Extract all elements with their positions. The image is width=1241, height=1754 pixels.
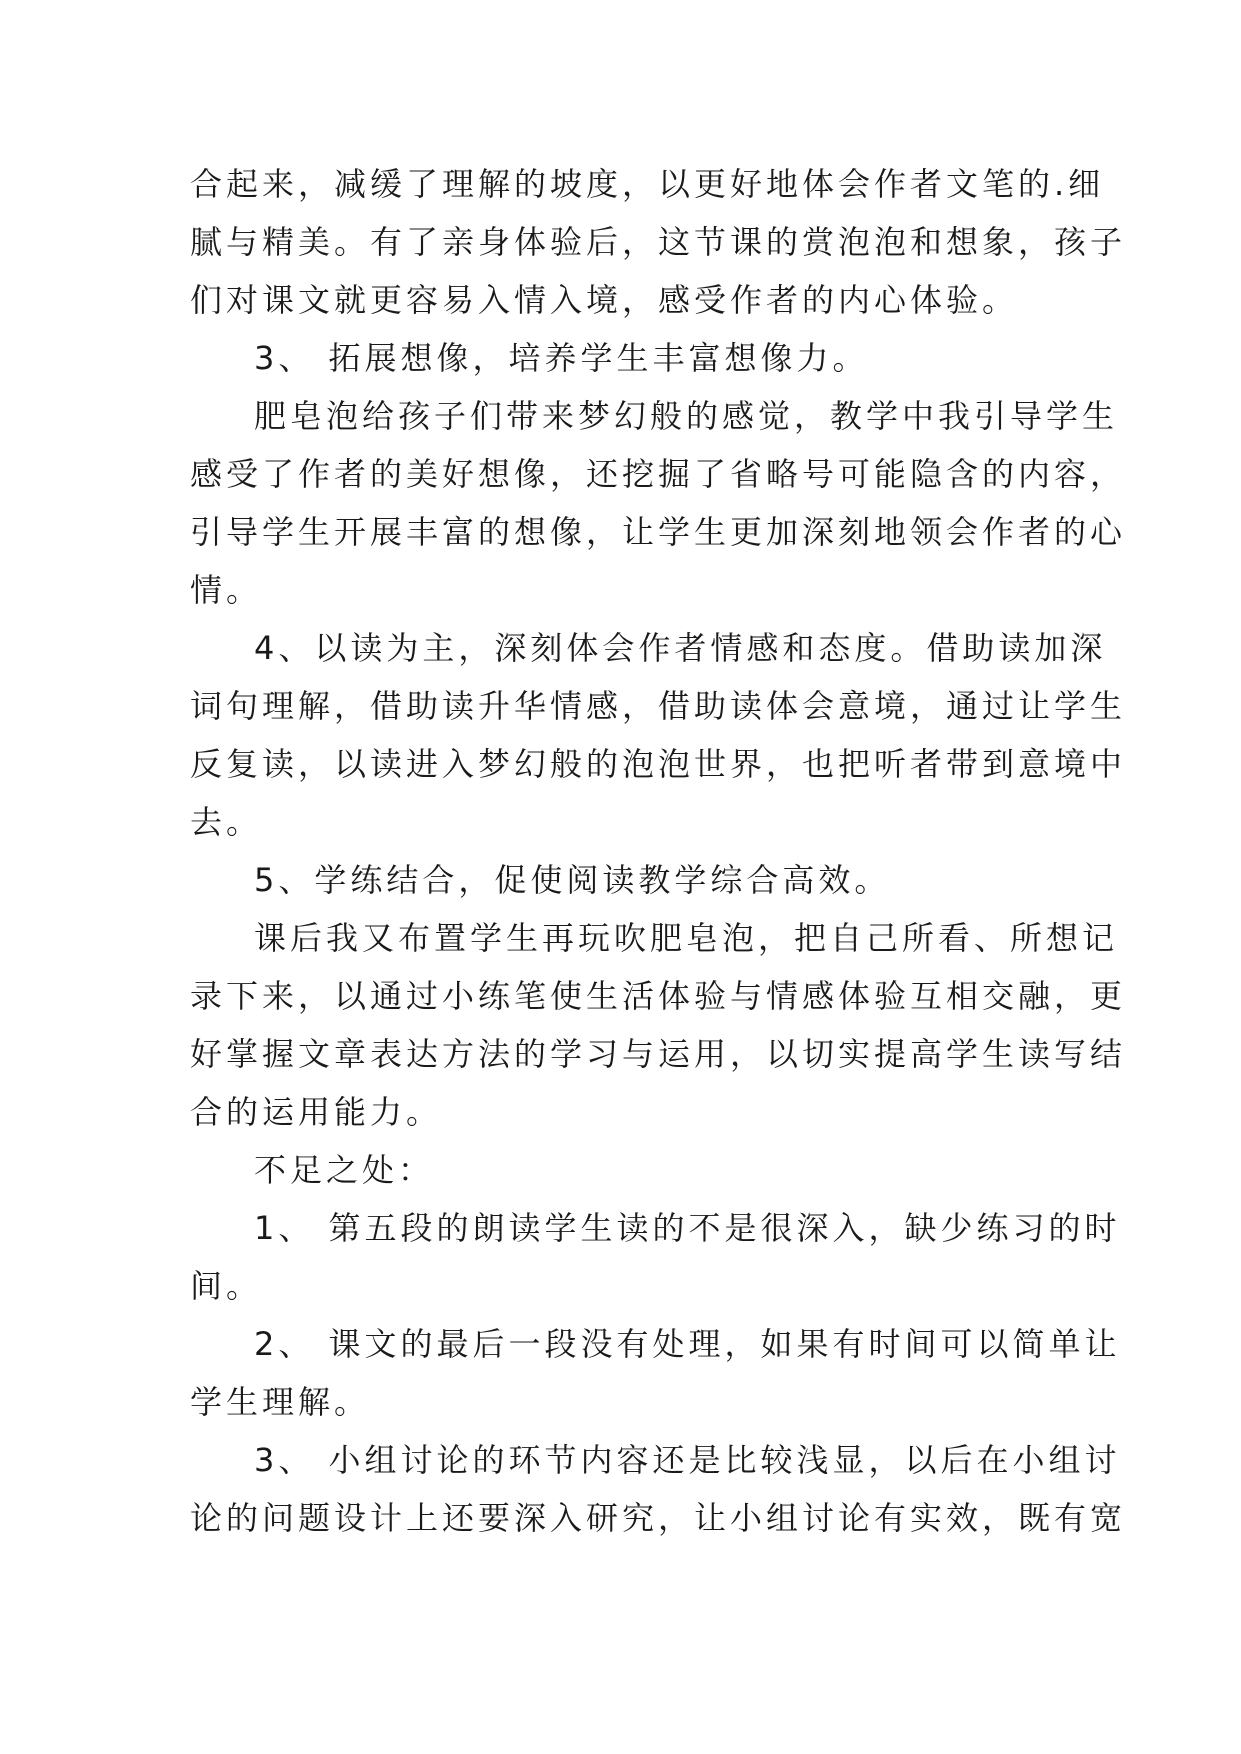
text-line: 们对课文就更容易入情入境，感受作者的内心体验。 [190, 281, 1019, 319]
text-line: 去。 [190, 803, 263, 841]
text-line: 引导学生开展丰富的想像，让学生更加深刻地领会作者的心 [190, 513, 1127, 551]
section-heading-line: 4、以读为主，深刻体会作者情感和态度。借助读加深 [254, 629, 1107, 667]
text-line: 间。 [190, 1267, 263, 1305]
paragraph-start-line: 肥皂泡给孩子们带来梦幻般的感觉，教学中我引导学生 [254, 397, 1119, 435]
text-line: 词句理解，借助读升华情感，借助读体会意境，通过让学生 [190, 687, 1127, 725]
section-heading-line: 3、 拓展想像，培养学生丰富想像力。 [254, 339, 869, 377]
text-line: 合起来，减缓了理解的坡度，以更好地体会作者文笔的.细 [190, 165, 1105, 203]
shortcomings-heading: 不足之处： [254, 1151, 435, 1189]
text-line: 反复读，以读进入梦幻般的泡泡世界，也把听者带到意境中 [190, 745, 1127, 783]
text-line: 腻与精美。有了亲身体验后，这节课的赏泡泡和想象，孩子 [190, 223, 1127, 261]
list-item-line: 1、 第五段的朗读学生读的不是很深入，缺少练习的时 [254, 1209, 1121, 1247]
body-text [190, 155, 1127, 1547]
list-item-line: 3、 小组讨论的环节内容还是比较浅显，以后在小组讨 [254, 1441, 1121, 1479]
list-item-line: 2、 课文的最后一段没有处理，如果有时间可以简单让 [254, 1325, 1121, 1363]
paragraph-start-line: 课后我又布置学生再玩吹肥皂泡，把自己所看、所想记 [254, 919, 1119, 957]
section-heading-line: 5、学练结合，促使阅读教学综合高效。 [254, 861, 891, 899]
text-line: 学生理解。 [190, 1383, 371, 1421]
text-line: 好掌握文章表达方法的学习与运用，以切实提高学生读写结 [190, 1035, 1127, 1073]
text-line: 录下来，以通过小练笔使生活体验与情感体验互相交融，更 [190, 977, 1127, 1015]
text-line: 情。 [190, 571, 263, 609]
text-line: 合的运用能力。 [190, 1093, 443, 1131]
text-line: 感受了作者的美好想像，还挖掘了省略号可能隐含的内容， [190, 455, 1127, 493]
text-line: 论的问题设计上还要深入研究，让小组讨论有实效，既有宽 [190, 1499, 1127, 1537]
